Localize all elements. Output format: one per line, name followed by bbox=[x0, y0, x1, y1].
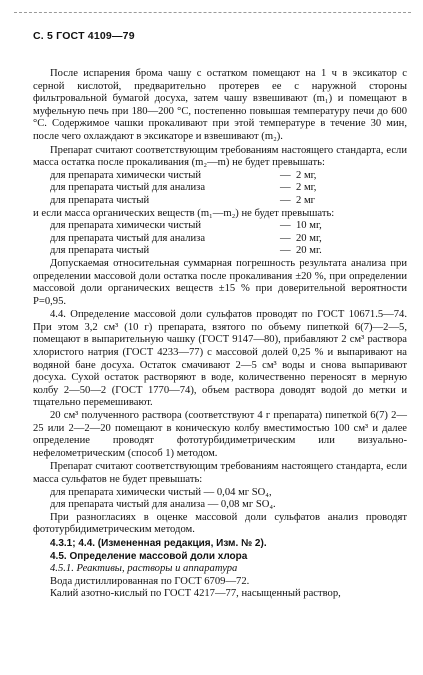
paragraph-residue-requirement: Препарат считают соответствующим требованиям настоящего стандарта, если масса остатка после прокаливания (m₂—m) не будет превышать: bbox=[33, 144, 407, 169]
residue-limit-row: для препарата чистый — 2 мг bbox=[50, 194, 315, 206]
subsection-heading-reagents: 4.5.1. Реактивы, растворы и аппаратура bbox=[50, 563, 238, 575]
paragraph-sulfates: 4.4. Определение массовой доли сульфатов проводят по ГОСТ 10671.5—74. При этом 3,2 см³ (10 г) препарата, взятого по объему пипеткой 6(7)—2—5, помещают в выпарительную чашку (ГОСТ 9147—80), прибавляют 2 см³ раствора хлористого натрия (ГОСТ 4233—77) с массовой долей 0,25 % и выпаривают на водяной бане досуха. Остаток смачивают 2—5 см³ воды и снова выпаривают досуха. Сухой остаток растворяют в воде, количественно переносят в мерную колбу 2—50—2 (ГОСТ 1770—74), объем раствора доводят водой до метки и тщательно перемешивают. bbox=[33, 309, 407, 409]
sulfate-limits-list bbox=[33, 487, 407, 512]
page-header: С. 5 ГОСТ 4109—79 bbox=[33, 30, 135, 42]
organic-limit-row: для препарата химически чистый — 10 мг, bbox=[50, 220, 322, 232]
paragraph-error: Допускаемая относительная суммарная погрешность результата анализа при определении массовой доли остатка после прокаливания ±20 %, при определении массовой доли органических веществ ±15 % при доверительной вероятности P=0,95. bbox=[33, 257, 407, 307]
paragraph-sulfates-aliquot: 20 см³ полученного раствора (соответствуют 4 г препарата) пипеткой 6(7) 2—25 или 2—2—20 помещают в коническую колбу вместимостью 100 см³ и далее определение проводят фототурбидиметрическим или визуально-нефелометрическим (способ 1) методом. bbox=[33, 410, 407, 459]
organic-limit-row: для препарата чистый — 20 мг. bbox=[50, 245, 322, 257]
amendment-note: 4.3.1; 4.4. (Измененная редакция, Изм. № 2). bbox=[50, 537, 267, 549]
reagent-water: Вода дистиллированная по ГОСТ 6709—72. bbox=[50, 575, 250, 587]
paragraph-weighing: После испарения брома чашу с остатком помещают на 1 ч в эксикатор с серной кислотой, предварительно протерев ее с наружной стороны фильтровальной бумагой досуха, затем чашу взвешивают (m₁) и помещают в муфельную печь при 180—200 °С, постепенно повышая температуру печи до 600 °С. Содержимое чашки прокаливают при этой температуре в течение 30 мин, после чего охлаждают в эксикаторе и взвешивают (m₂). bbox=[33, 68, 407, 142]
document-body bbox=[33, 68, 407, 601]
top-rule bbox=[14, 12, 411, 13]
organic-limit-row: для препарата чистый для анализа — 20 мг, bbox=[50, 232, 322, 244]
paragraph-organic-requirement: и если масса органических веществ (m₁—m₂) не будет превышать: bbox=[33, 207, 335, 219]
section-heading-chlorine: 4.5. Определение массовой доли хлора bbox=[50, 550, 248, 562]
residue-limit-row: для препарата химически чистый — 2 мг, bbox=[50, 169, 317, 181]
organic-limits-list bbox=[33, 220, 407, 258]
sulfate-limit-row: для препарата чистый для анализа — 0,08 мг SO₄. bbox=[50, 499, 276, 511]
reagent-potassium-nitrate: Калий азотно-кислый по ГОСТ 4217—77, насыщенный раствор, bbox=[50, 588, 341, 600]
residue-limits-list bbox=[33, 170, 407, 208]
residue-limit-row: для препарата чистый для анализа — 2 мг, bbox=[50, 182, 317, 194]
sulfate-limit-row: для препарата химически чистый — 0,04 мг SO₄, bbox=[50, 486, 272, 498]
paragraph-disagreement: При разногласиях в оценке массовой доли сульфатов анализ проводят фототурбидиметрическим методом. bbox=[33, 511, 407, 536]
paragraph-sulfate-requirement: Препарат считают соответствующим требованиям настоящего стандарта, если масса сульфатов не будет превышать: bbox=[33, 461, 407, 485]
